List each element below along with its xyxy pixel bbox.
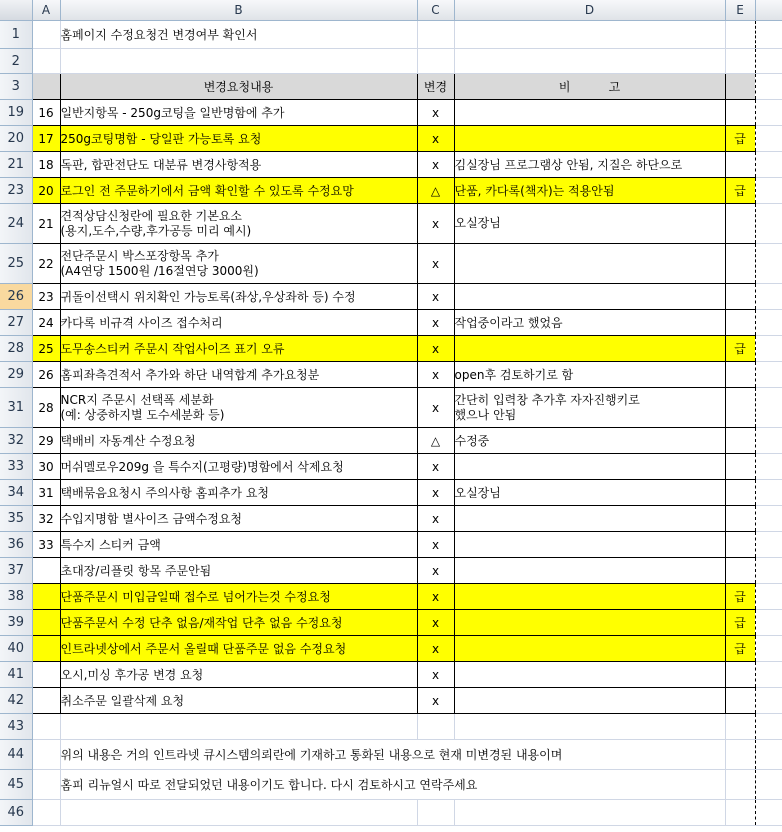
cell[interactable] — [755, 558, 782, 584]
remark[interactable] — [454, 126, 725, 152]
row-header[interactable]: 39 — [0, 610, 32, 636]
urgent-flag[interactable]: 급 — [725, 610, 755, 636]
cell[interactable] — [755, 610, 782, 636]
row-header[interactable]: 46 — [0, 800, 32, 826]
change-status[interactable]: x — [417, 388, 454, 428]
remark[interactable] — [454, 506, 725, 532]
cell[interactable] — [725, 21, 755, 49]
row-header[interactable]: 27 — [0, 310, 32, 336]
row-header[interactable]: 1 — [0, 21, 32, 49]
row-header[interactable]: 31 — [0, 388, 32, 428]
table-row — [0, 388, 782, 428]
sheet-row — [0, 714, 782, 740]
request-content[interactable]: 수입지명함 별사이즈 금액수정요청 — [60, 506, 417, 532]
cell[interactable] — [725, 740, 755, 770]
header-remark[interactable]: 비 고 — [454, 74, 725, 100]
item-number[interactable] — [32, 584, 60, 610]
remark[interactable]: 오실장님 — [454, 480, 725, 506]
item-number[interactable] — [32, 610, 60, 636]
column-header-b[interactable]: B — [60, 0, 417, 21]
row-header[interactable]: 29 — [0, 362, 32, 388]
urgent-flag[interactable] — [725, 688, 755, 714]
table-row — [0, 126, 782, 152]
item-number[interactable] — [32, 688, 60, 714]
sheet-row — [0, 740, 782, 770]
column-header-blank[interactable] — [755, 0, 782, 21]
cell[interactable] — [32, 770, 60, 800]
item-number[interactable]: 18 — [32, 152, 60, 178]
remark[interactable]: 김실장님 프로그램상 안됨, 지질은 하단으로 — [454, 152, 725, 178]
urgent-flag[interactable] — [725, 532, 755, 558]
cell[interactable] — [32, 740, 60, 770]
document-title[interactable]: 홈페이지 수정요청건 변경여부 확인서 — [60, 21, 417, 49]
table-header-row — [0, 74, 782, 100]
row-header[interactable]: 41 — [0, 662, 32, 688]
remark[interactable] — [454, 584, 725, 610]
row-header[interactable]: 24 — [0, 204, 32, 244]
cell[interactable] — [755, 244, 782, 284]
cell[interactable] — [755, 178, 782, 204]
item-number[interactable]: 31 — [32, 480, 60, 506]
change-status[interactable]: x — [417, 584, 454, 610]
cell[interactable] — [417, 21, 454, 49]
remark[interactable] — [454, 688, 725, 714]
urgent-flag[interactable] — [725, 310, 755, 336]
item-number[interactable]: 29 — [32, 428, 60, 454]
cell[interactable] — [725, 714, 755, 740]
row-header[interactable]: 33 — [0, 454, 32, 480]
item-number[interactable]: 16 — [32, 100, 60, 126]
cell[interactable] — [755, 800, 782, 826]
change-status[interactable]: x — [417, 126, 454, 152]
cell[interactable] — [755, 204, 782, 244]
change-status[interactable]: x — [417, 532, 454, 558]
remark[interactable]: open후 검토하기로 함 — [454, 362, 725, 388]
request-content[interactable]: 단품주문시 미입금일때 접수로 넘어가는것 수정요청 — [60, 584, 417, 610]
change-status[interactable]: x — [417, 244, 454, 284]
remark[interactable] — [454, 284, 725, 310]
column-header-a[interactable]: A — [32, 0, 60, 21]
row-header[interactable]: 21 — [0, 152, 32, 178]
remark[interactable] — [454, 532, 725, 558]
cell[interactable] — [32, 74, 60, 100]
cell[interactable] — [32, 800, 60, 826]
cell[interactable] — [454, 800, 725, 826]
row-header[interactable]: 43 — [0, 714, 32, 740]
row-header[interactable]: 23 — [0, 178, 32, 204]
urgent-flag[interactable]: 급 — [725, 584, 755, 610]
row-header[interactable]: 2 — [0, 49, 32, 74]
cell[interactable] — [755, 636, 782, 662]
header-content[interactable]: 변경요청내용 — [60, 74, 417, 100]
item-number[interactable]: 23 — [32, 284, 60, 310]
sheet-row — [0, 770, 782, 800]
cell[interactable] — [755, 532, 782, 558]
cell[interactable] — [755, 740, 782, 770]
change-status[interactable]: x — [417, 688, 454, 714]
remark[interactable] — [454, 662, 725, 688]
urgent-flag[interactable] — [725, 152, 755, 178]
cell[interactable] — [32, 49, 60, 74]
cell[interactable] — [32, 21, 60, 49]
cell[interactable] — [755, 480, 782, 506]
request-content[interactable]: 택배묶음요청시 주의사항 홈피추가 요청 — [60, 480, 417, 506]
remark[interactable]: 오실장님 — [454, 204, 725, 244]
table-row — [0, 204, 782, 244]
cell[interactable] — [755, 310, 782, 336]
item-number[interactable]: 25 — [32, 336, 60, 362]
header-changed[interactable]: 변경 — [417, 74, 454, 100]
remark[interactable] — [454, 336, 725, 362]
change-status[interactable]: x — [417, 336, 454, 362]
request-content[interactable]: 특수지 스티커 금액 — [60, 532, 417, 558]
remark[interactable] — [454, 244, 725, 284]
item-number[interactable]: 24 — [32, 310, 60, 336]
row-header[interactable]: 34 — [0, 480, 32, 506]
cell[interactable] — [725, 74, 755, 100]
row-header[interactable]: 38 — [0, 584, 32, 610]
request-content[interactable]: 로그인 전 주문하기에서 금액 확인할 수 있도록 수정요망 — [60, 178, 417, 204]
table-row — [0, 532, 782, 558]
cell[interactable] — [755, 714, 782, 740]
change-status[interactable]: x — [417, 558, 454, 584]
remark[interactable] — [454, 100, 725, 126]
cell[interactable] — [755, 336, 782, 362]
item-number[interactable]: 33 — [32, 532, 60, 558]
urgent-flag[interactable] — [725, 558, 755, 584]
table-row — [0, 178, 782, 204]
request-content[interactable]: 도무송스티커 주문시 작업사이즈 표기 오류 — [60, 336, 417, 362]
change-status[interactable]: x — [417, 284, 454, 310]
table-row — [0, 362, 782, 388]
change-status[interactable]: x — [417, 152, 454, 178]
item-number[interactable]: 26 — [32, 362, 60, 388]
table-row — [0, 480, 782, 506]
urgent-flag[interactable] — [725, 454, 755, 480]
item-number[interactable]: 22 — [32, 244, 60, 284]
column-header-e[interactable]: E — [725, 0, 755, 21]
cell[interactable] — [755, 506, 782, 532]
row-header[interactable]: 44 — [0, 740, 32, 770]
table-row — [0, 558, 782, 584]
remark[interactable]: 간단히 입력창 추가후 자자진행키로 했으나 안됨 — [454, 388, 725, 428]
cell[interactable] — [755, 284, 782, 310]
change-status[interactable]: x — [417, 204, 454, 244]
row-header[interactable]: 42 — [0, 688, 32, 714]
cell[interactable] — [417, 714, 454, 740]
row-header[interactable]: 45 — [0, 770, 32, 800]
row-header[interactable]: 40 — [0, 636, 32, 662]
cell[interactable] — [725, 800, 755, 826]
row-header[interactable]: 36 — [0, 532, 32, 558]
remark[interactable]: 단품, 카다록(책자)는 적용안됨 — [454, 178, 725, 204]
column-header-c[interactable]: C — [417, 0, 454, 21]
change-status[interactable]: x — [417, 454, 454, 480]
row-header[interactable]: 32 — [0, 428, 32, 454]
cell[interactable] — [755, 770, 782, 800]
note-line-1[interactable]: 위의 내용은 거의 인트라넷 큐시스템의뢰란에 기재하고 통화된 내용으로 현재 미변경된 내용이며 — [60, 740, 725, 770]
urgent-flag[interactable]: 급 — [725, 336, 755, 362]
cell[interactable] — [454, 21, 725, 49]
row-header[interactable]: 25 — [0, 244, 32, 284]
sheet-row — [0, 800, 782, 826]
cell[interactable] — [755, 362, 782, 388]
urgent-flag[interactable] — [725, 204, 755, 244]
cell[interactable] — [454, 714, 725, 740]
cell[interactable] — [725, 49, 755, 74]
item-number[interactable] — [32, 558, 60, 584]
table-row — [0, 584, 782, 610]
row-header[interactable]: 20 — [0, 126, 32, 152]
sheet-row — [0, 49, 782, 74]
remark[interactable] — [454, 454, 725, 480]
request-content[interactable]: 일반지항목 - 250g코팅을 일반명함에 추가 — [60, 100, 417, 126]
column-header-row — [0, 0, 782, 21]
urgent-flag[interactable] — [725, 480, 755, 506]
cell[interactable] — [755, 454, 782, 480]
cell[interactable] — [417, 800, 454, 826]
table-row — [0, 688, 782, 714]
urgent-flag[interactable]: 급 — [725, 636, 755, 662]
item-number[interactable] — [32, 636, 60, 662]
item-number[interactable]: 30 — [32, 454, 60, 480]
cell[interactable] — [755, 688, 782, 714]
cell[interactable] — [60, 714, 417, 740]
request-content[interactable]: 전단주문시 박스포장항목 추가 (A4연당 1500원 /16절연당 3000원) — [60, 244, 417, 284]
column-header-d[interactable]: D — [454, 0, 725, 21]
cell[interactable] — [755, 584, 782, 610]
table-row — [0, 428, 782, 454]
request-content[interactable]: 머쉬멜로우209g 을 특수지(고평량)명함에서 삭제요청 — [60, 454, 417, 480]
remark[interactable] — [454, 636, 725, 662]
urgent-flag[interactable] — [725, 284, 755, 310]
table-row — [0, 636, 782, 662]
row-header[interactable]: 19 — [0, 100, 32, 126]
remark[interactable] — [454, 610, 725, 636]
change-status[interactable]: x — [417, 636, 454, 662]
cell[interactable] — [755, 388, 782, 428]
change-status[interactable]: x — [417, 662, 454, 688]
cell[interactable] — [32, 714, 60, 740]
cell[interactable] — [454, 49, 725, 74]
cell[interactable] — [755, 152, 782, 178]
sheet-row — [0, 21, 782, 49]
change-status[interactable]: x — [417, 310, 454, 336]
item-number[interactable] — [32, 662, 60, 688]
request-content[interactable]: 초대장/리플릿 항목 주문안됨 — [60, 558, 417, 584]
urgent-flag[interactable] — [725, 662, 755, 688]
change-status[interactable]: △ — [417, 428, 454, 454]
request-content[interactable]: 견적상담신청란에 필요한 기본요소 (용지,도수,수량,후가공등 미리 예시) — [60, 204, 417, 244]
remark[interactable] — [454, 558, 725, 584]
change-status[interactable]: x — [417, 480, 454, 506]
item-number[interactable]: 28 — [32, 388, 60, 428]
item-number[interactable]: 17 — [32, 126, 60, 152]
request-content[interactable]: 취소주문 일괄삭제 요청 — [60, 688, 417, 714]
table-row — [0, 610, 782, 636]
note-line-2[interactable]: 홈피 리뉴얼시 따로 전달되었던 내용이기도 합니다. 다시 검토하시고 연락주세요 — [60, 770, 725, 800]
change-status[interactable]: x — [417, 362, 454, 388]
request-content[interactable]: 250g코팅명함 - 당일판 가능토록 요청 — [60, 126, 417, 152]
change-status[interactable]: x — [417, 610, 454, 636]
row-header[interactable]: 37 — [0, 558, 32, 584]
cell[interactable] — [755, 49, 782, 74]
request-content[interactable]: 홈피좌측견적서 추가와 하단 내역합계 추가요청분 — [60, 362, 417, 388]
request-content[interactable]: 인트라넷상에서 주문서 올릴때 단품주문 없음 수정요청 — [60, 636, 417, 662]
table-row — [0, 336, 782, 362]
row-header[interactable]: 28 — [0, 336, 32, 362]
request-content[interactable]: 택배비 자동계산 수정요청 — [60, 428, 417, 454]
row-header[interactable]: 35 — [0, 506, 32, 532]
request-content[interactable]: NCR지 주문시 선택폭 세분화 (예: 상중하지별 도수세분화 등) — [60, 388, 417, 428]
request-content[interactable]: 단품주문서 수정 단추 없음/재작업 단추 없음 수정요청 — [60, 610, 417, 636]
row-header[interactable]: 3 — [0, 74, 32, 100]
item-number[interactable]: 20 — [32, 178, 60, 204]
request-content[interactable]: 카다록 비규격 사이즈 접수처리 — [60, 310, 417, 336]
urgent-flag[interactable] — [725, 388, 755, 428]
row-header[interactable]: 26 — [0, 284, 32, 310]
urgent-flag[interactable] — [725, 506, 755, 532]
change-status[interactable]: x — [417, 100, 454, 126]
request-content[interactable]: 귀돌이선택시 위치확인 가능토록(좌상,우상좌하 등) 수정 — [60, 284, 417, 310]
request-content[interactable]: 오시,미싱 후가공 변경 요청 — [60, 662, 417, 688]
table-row — [0, 310, 782, 336]
request-content[interactable]: 독판, 합판전단도 대분류 변경사항적용 — [60, 152, 417, 178]
table-row — [0, 662, 782, 688]
table-row — [0, 244, 782, 284]
item-number[interactable]: 32 — [32, 506, 60, 532]
cell[interactable] — [755, 126, 782, 152]
table-row — [0, 152, 782, 178]
urgent-flag[interactable]: 급 — [725, 178, 755, 204]
cell[interactable] — [755, 428, 782, 454]
table-row — [0, 100, 782, 126]
remark[interactable]: 수정중 — [454, 428, 725, 454]
cell[interactable] — [60, 49, 417, 74]
change-status[interactable]: x — [417, 506, 454, 532]
cell[interactable] — [725, 770, 755, 800]
cell[interactable] — [755, 100, 782, 126]
cell[interactable] — [417, 49, 454, 74]
item-number[interactable]: 21 — [32, 204, 60, 244]
cell[interactable] — [755, 21, 782, 49]
urgent-flag[interactable] — [725, 100, 755, 126]
table-row — [0, 506, 782, 532]
cell[interactable] — [60, 800, 417, 826]
cell[interactable] — [755, 662, 782, 688]
table-row — [0, 284, 782, 310]
urgent-flag[interactable] — [725, 244, 755, 284]
remark[interactable]: 작업중이라고 했었음 — [454, 310, 725, 336]
urgent-flag[interactable]: 급 — [725, 126, 755, 152]
urgent-flag[interactable] — [725, 428, 755, 454]
select-all-corner[interactable] — [0, 0, 32, 21]
urgent-flag[interactable] — [725, 362, 755, 388]
change-status[interactable]: △ — [417, 178, 454, 204]
table-row — [0, 454, 782, 480]
cell[interactable] — [755, 74, 782, 100]
